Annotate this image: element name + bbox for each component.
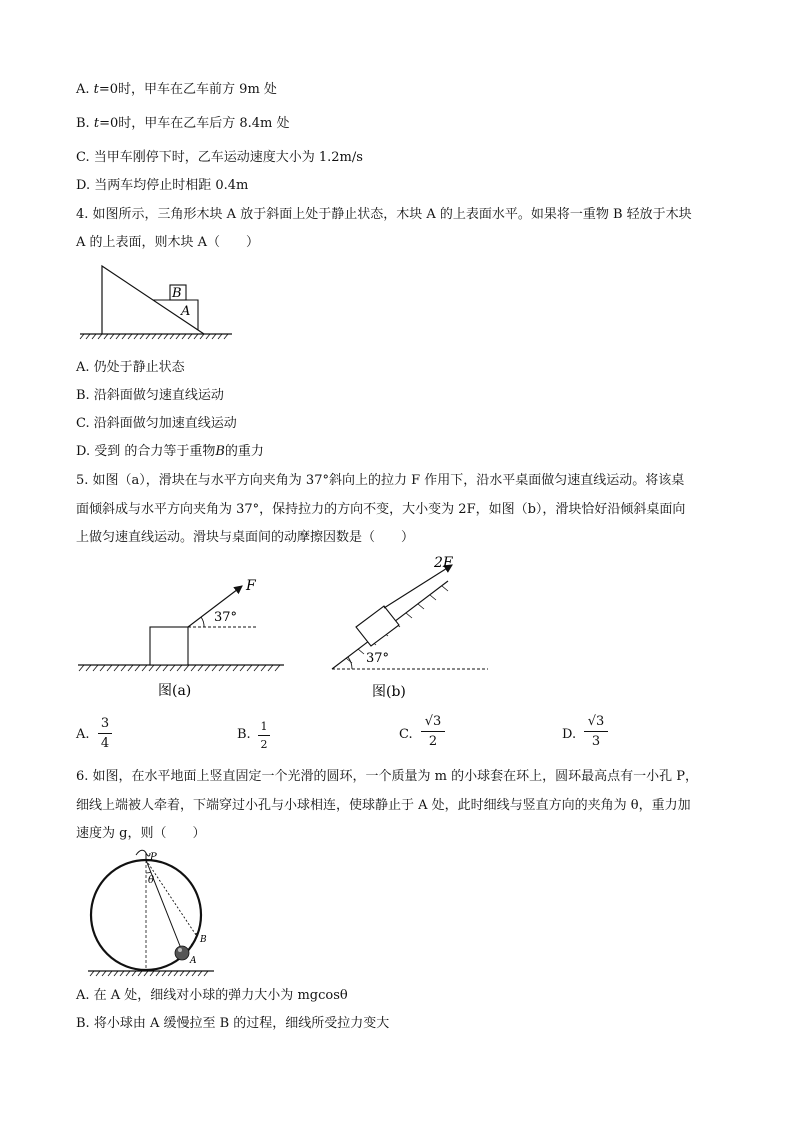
q4-stem-line1: 4. 如图所示，三角形木块 A 放于斜面上处于静止状态，木块 A 的上表面水平。如果将一重物 B 轻放于木块: [76, 207, 692, 222]
q5b-caption: 图(b): [372, 684, 406, 700]
q5a-force-label: F: [246, 578, 256, 594]
q3-option-b: B. t=0时，甲车在乙车后方 8.4m 处: [76, 116, 290, 131]
q3-option-c: C. 当甲车刚停下时，乙车运动速度大小为 1.2m/s: [76, 150, 363, 165]
q4-option-b: B. 沿斜面做匀速直线运动: [76, 388, 224, 403]
q4-option-a: A. 仍处于静止状态: [76, 360, 185, 375]
q5b-angle-label: 37°: [366, 651, 390, 666]
q3-option-a: A. t=0时，甲车在乙车前方 9m 处: [76, 82, 277, 97]
q6-label-a: A: [190, 956, 197, 966]
q5-stem-line1: 5. 如图（a），滑块在与水平方向夹角为 37°斜向上的拉力 F 作用下，沿水平桌面做匀速直线运动。将该桌: [76, 473, 685, 488]
q4-label-a: A: [181, 304, 191, 319]
q5-option-d-fraction: √3 3: [584, 714, 608, 749]
q6-stem-line3: 速度为 g，则（ ）: [76, 826, 206, 841]
q4-label-b: B: [172, 286, 182, 301]
q6-stem-line1: 6. 如图，在水平地面上竖直固定一个光滑的圆环，一个质量为 m 的小球套在环上，圆环最高点有一小孔 P，: [76, 769, 699, 784]
q4-stem-line2: A 的上表面，则木块 A（ ）: [76, 235, 260, 250]
q5-option-d-label: D.: [562, 727, 577, 742]
q3-option-d: D. 当两车均停止时相距 0.4m: [76, 178, 249, 193]
q5a-caption: 图(a): [158, 683, 192, 699]
q5-figure-a: [76, 570, 288, 705]
q6-stem-line2: 细线上端被人牵着，下端穿过小孔与小球相连，使球静止于 A 处，此时细线与竖直方向的夹角为 θ，重力加: [76, 798, 691, 813]
q6-label-p: P: [150, 852, 157, 863]
q5-stem-line2: 面倾斜成与水平方向夹角为 37°，保持拉力的方向不变，大小变为 2F，如图（b），滑块恰好沿倾斜桌面向: [76, 502, 686, 517]
q5-option-c-label: C.: [399, 727, 413, 742]
q5b-force-label: 2F: [434, 555, 453, 571]
q6-label-b: B: [200, 935, 207, 945]
q5-option-a-label: A.: [76, 727, 90, 742]
q6-label-theta: θ: [148, 875, 155, 886]
q5-option-b-label: B.: [237, 727, 251, 742]
q4-option-c: C. 沿斜面做匀加速直线运动: [76, 416, 237, 431]
q5a-angle-label: 37°: [214, 610, 238, 625]
q5-option-a-fraction: 3 4: [98, 716, 112, 751]
q5-stem-line3: 上做匀速直线运动。滑块与桌面间的动摩擦因数是（ ）: [76, 530, 415, 545]
q6-ring-figure: [86, 843, 226, 983]
q5-option-b-fraction: 1 2: [258, 720, 270, 751]
q5-figure-b: [326, 553, 496, 705]
q6-option-b: B. 将小球由 A 缓慢拉至 B 的过程，细线所受拉力变大: [76, 1016, 390, 1031]
q6-option-a: A. 在 A 处，细线对小球的弹力大小为 mgcosθ: [76, 988, 348, 1003]
q4-incline-figure: [78, 262, 238, 342]
q4-option-d: D. 受到 的合力等于重物B的重力: [76, 444, 264, 459]
q5-option-c-fraction: √3 2: [421, 714, 445, 749]
